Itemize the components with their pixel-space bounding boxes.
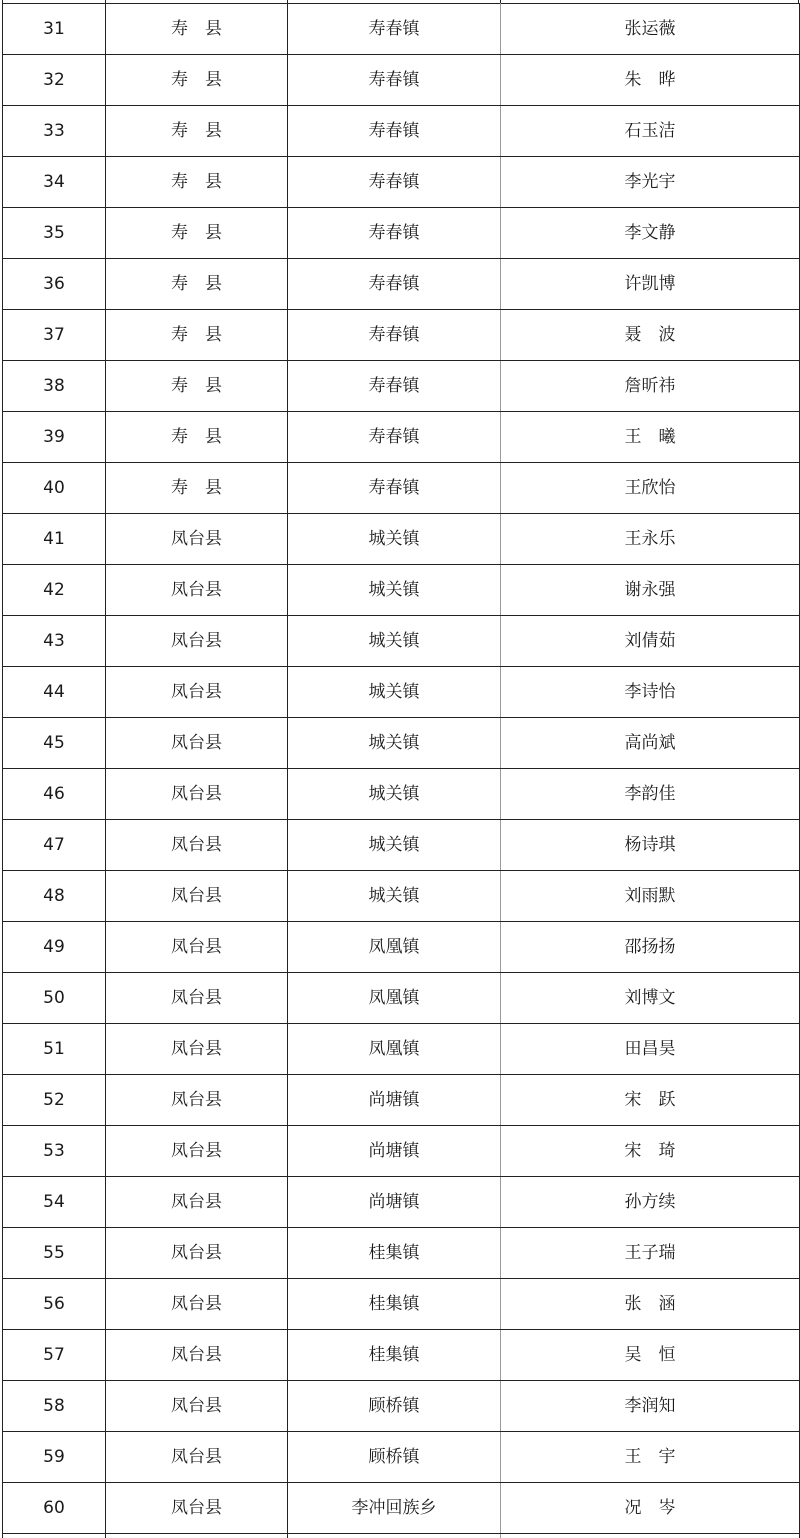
table-row xyxy=(3,1228,800,1279)
cutoff-cell xyxy=(106,1534,288,1538)
county-cell: 寿 县 xyxy=(106,157,288,208)
county-cell: 寿 县 xyxy=(106,55,288,106)
town-cell: 凤凰镇 xyxy=(288,1024,501,1075)
county-cell: 寿 县 xyxy=(106,106,288,157)
name-cell: 聂 波 xyxy=(501,310,800,361)
name-cell: 谢永强 xyxy=(501,565,800,616)
county-cell: 寿 县 xyxy=(106,412,288,463)
name-cell: 宋 跃 xyxy=(501,1075,800,1126)
county-cell: 寿 县 xyxy=(106,259,288,310)
name-cell: 张运薇 xyxy=(501,4,800,55)
name-cell: 李韵佳 xyxy=(501,769,800,820)
town-cell: 寿春镇 xyxy=(288,310,501,361)
cutoff-cell xyxy=(3,1534,106,1538)
county-cell: 凤台县 xyxy=(106,922,288,973)
table-row xyxy=(3,157,800,208)
name-cell: 王 宇 xyxy=(501,1432,800,1483)
row-number-cell: 36 xyxy=(3,259,106,310)
table-row xyxy=(3,667,800,718)
name-cell: 邵扬扬 xyxy=(501,922,800,973)
name-cell: 李文静 xyxy=(501,208,800,259)
row-number-cell: 40 xyxy=(3,463,106,514)
row-number-cell: 52 xyxy=(3,1075,106,1126)
table-row xyxy=(3,769,800,820)
town-cell: 桂集镇 xyxy=(288,1330,501,1381)
town-cell: 凤凰镇 xyxy=(288,973,501,1024)
row-number-cell: 45 xyxy=(3,718,106,769)
town-cell: 寿春镇 xyxy=(288,208,501,259)
name-cell: 朱 晔 xyxy=(501,55,800,106)
county-cell: 凤台县 xyxy=(106,820,288,871)
table-row xyxy=(3,1126,800,1177)
table-row xyxy=(3,1177,800,1228)
town-cell: 尚塘镇 xyxy=(288,1126,501,1177)
row-number-cell: 38 xyxy=(3,361,106,412)
town-cell: 尚塘镇 xyxy=(288,1075,501,1126)
county-cell: 寿 县 xyxy=(106,463,288,514)
town-cell: 寿春镇 xyxy=(288,4,501,55)
county-cell: 凤台县 xyxy=(106,1483,288,1534)
row-number-cell: 39 xyxy=(3,412,106,463)
town-cell: 寿春镇 xyxy=(288,55,501,106)
name-cell: 孙方续 xyxy=(501,1177,800,1228)
county-cell: 凤台县 xyxy=(106,769,288,820)
row-number-cell: 47 xyxy=(3,820,106,871)
town-cell: 寿春镇 xyxy=(288,259,501,310)
name-cell: 高尚斌 xyxy=(501,718,800,769)
town-cell: 顾桥镇 xyxy=(288,1381,501,1432)
county-cell: 凤台县 xyxy=(106,616,288,667)
county-cell: 凤台县 xyxy=(106,1126,288,1177)
name-cell: 王欣怡 xyxy=(501,463,800,514)
table-row xyxy=(3,1279,800,1330)
row-number-cell: 32 xyxy=(3,55,106,106)
row-number-cell: 57 xyxy=(3,1330,106,1381)
table-row xyxy=(3,1432,800,1483)
table-row xyxy=(3,820,800,871)
table-row xyxy=(3,310,800,361)
table-row xyxy=(3,514,800,565)
name-cell: 张 涵 xyxy=(501,1279,800,1330)
table-row xyxy=(3,259,800,310)
table-row xyxy=(3,1075,800,1126)
name-cell: 吴 恒 xyxy=(501,1330,800,1381)
table-row xyxy=(3,361,800,412)
row-number-cell: 44 xyxy=(3,667,106,718)
town-cell: 城关镇 xyxy=(288,718,501,769)
row-number-cell: 43 xyxy=(3,616,106,667)
county-cell: 寿 县 xyxy=(106,4,288,55)
row-number-cell: 58 xyxy=(3,1381,106,1432)
name-cell: 王 曦 xyxy=(501,412,800,463)
name-cell: 田昌昊 xyxy=(501,1024,800,1075)
town-cell: 寿春镇 xyxy=(288,106,501,157)
town-cell: 城关镇 xyxy=(288,667,501,718)
row-number-cell: 54 xyxy=(3,1177,106,1228)
row-number-cell: 34 xyxy=(3,157,106,208)
name-cell: 刘博文 xyxy=(501,973,800,1024)
town-cell: 城关镇 xyxy=(288,871,501,922)
name-cell: 刘倩茹 xyxy=(501,616,800,667)
table-row xyxy=(3,412,800,463)
county-cell: 凤台县 xyxy=(106,718,288,769)
town-cell: 寿春镇 xyxy=(288,463,501,514)
name-cell: 李诗怡 xyxy=(501,667,800,718)
table-row xyxy=(3,973,800,1024)
row-number-cell: 53 xyxy=(3,1126,106,1177)
row-number-cell: 56 xyxy=(3,1279,106,1330)
town-cell: 寿春镇 xyxy=(288,157,501,208)
table-row xyxy=(3,208,800,259)
cutoff-cell xyxy=(501,1534,800,1538)
town-cell: 李冲回族乡 xyxy=(288,1483,501,1534)
county-cell: 寿 县 xyxy=(106,361,288,412)
county-cell: 凤台县 xyxy=(106,871,288,922)
county-cell: 凤台县 xyxy=(106,1432,288,1483)
table-row xyxy=(3,1483,800,1534)
row-number-cell: 51 xyxy=(3,1024,106,1075)
row-number-cell: 49 xyxy=(3,922,106,973)
row-number-cell: 42 xyxy=(3,565,106,616)
table-row xyxy=(3,718,800,769)
table-row xyxy=(3,871,800,922)
town-cell: 城关镇 xyxy=(288,514,501,565)
county-cell: 凤台县 xyxy=(106,1228,288,1279)
town-cell: 城关镇 xyxy=(288,565,501,616)
county-cell: 寿 县 xyxy=(106,310,288,361)
row-number-cell: 41 xyxy=(3,514,106,565)
row-number-cell: 31 xyxy=(3,4,106,55)
table-row xyxy=(3,565,800,616)
table-row-cutoff xyxy=(3,1534,800,1538)
town-cell: 桂集镇 xyxy=(288,1228,501,1279)
county-cell: 凤台县 xyxy=(106,514,288,565)
county-cell: 凤台县 xyxy=(106,1381,288,1432)
row-number-cell: 35 xyxy=(3,208,106,259)
county-cell: 凤台县 xyxy=(106,1330,288,1381)
county-cell: 凤台县 xyxy=(106,1075,288,1126)
county-cell: 寿 县 xyxy=(106,208,288,259)
county-cell: 凤台县 xyxy=(106,667,288,718)
town-cell: 寿春镇 xyxy=(288,361,501,412)
table-row xyxy=(3,616,800,667)
cutoff-cell xyxy=(288,1534,501,1538)
name-cell: 李光宇 xyxy=(501,157,800,208)
table-row xyxy=(3,1381,800,1432)
row-number-cell: 37 xyxy=(3,310,106,361)
table-row xyxy=(3,463,800,514)
town-cell: 尚塘镇 xyxy=(288,1177,501,1228)
row-number-cell: 48 xyxy=(3,871,106,922)
name-cell: 王子瑞 xyxy=(501,1228,800,1279)
town-cell: 城关镇 xyxy=(288,769,501,820)
table-row xyxy=(3,106,800,157)
table-row xyxy=(3,1330,800,1381)
name-cell: 许凯博 xyxy=(501,259,800,310)
name-cell: 况 岑 xyxy=(501,1483,800,1534)
row-number-cell: 55 xyxy=(3,1228,106,1279)
row-number-cell: 50 xyxy=(3,973,106,1024)
name-cell: 詹昕祎 xyxy=(501,361,800,412)
name-cell: 杨诗琪 xyxy=(501,820,800,871)
roster-table xyxy=(2,3,800,1538)
name-cell: 王永乐 xyxy=(501,514,800,565)
town-cell: 城关镇 xyxy=(288,616,501,667)
name-cell: 宋 琦 xyxy=(501,1126,800,1177)
town-cell: 城关镇 xyxy=(288,820,501,871)
table-row xyxy=(3,4,800,55)
town-cell: 顾桥镇 xyxy=(288,1432,501,1483)
town-cell: 凤凰镇 xyxy=(288,922,501,973)
row-number-cell: 59 xyxy=(3,1432,106,1483)
town-cell: 寿春镇 xyxy=(288,412,501,463)
name-cell: 石玉洁 xyxy=(501,106,800,157)
roster-table-body xyxy=(3,4,800,1538)
table-row xyxy=(3,55,800,106)
county-cell: 凤台县 xyxy=(106,1024,288,1075)
county-cell: 凤台县 xyxy=(106,1279,288,1330)
row-number-cell: 46 xyxy=(3,769,106,820)
town-cell: 桂集镇 xyxy=(288,1279,501,1330)
name-cell: 李润知 xyxy=(501,1381,800,1432)
table-row xyxy=(3,922,800,973)
county-cell: 凤台县 xyxy=(106,1177,288,1228)
row-number-cell: 60 xyxy=(3,1483,106,1534)
county-cell: 凤台县 xyxy=(106,565,288,616)
table-row xyxy=(3,1024,800,1075)
name-cell: 刘雨默 xyxy=(501,871,800,922)
county-cell: 凤台县 xyxy=(106,973,288,1024)
row-number-cell: 33 xyxy=(3,106,106,157)
